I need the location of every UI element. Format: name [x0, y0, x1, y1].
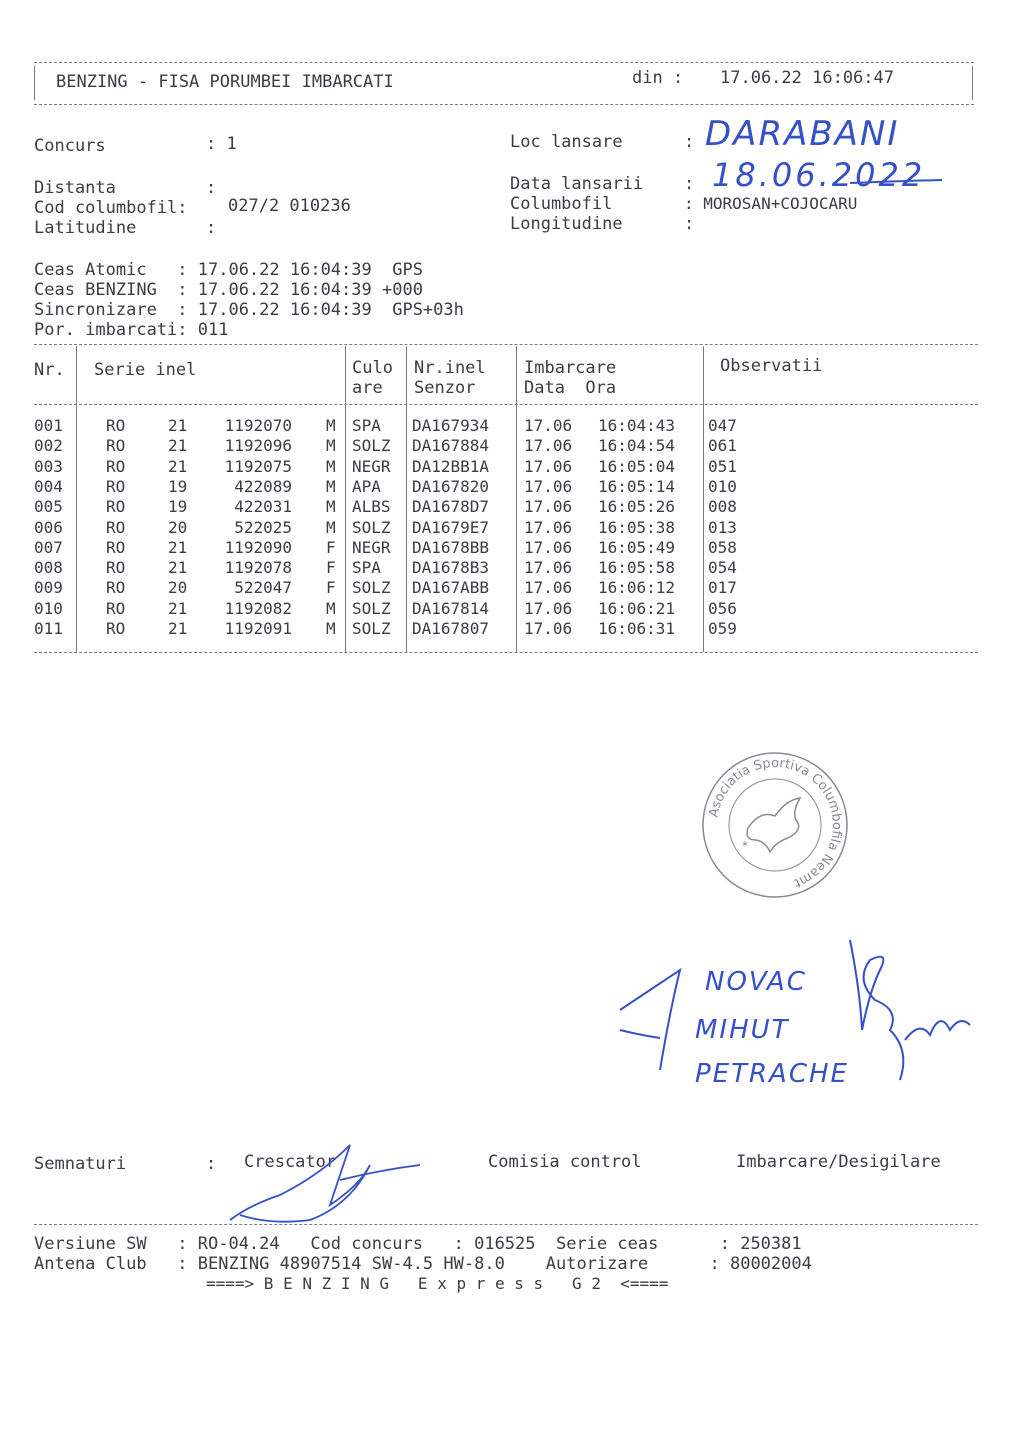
cell-sex: M — [326, 416, 336, 435]
cell-data: 17.06 — [524, 497, 573, 517]
cell-senzor: DA167884 — [412, 436, 490, 456]
header-imbarcare: Imbarcare — [524, 358, 617, 378]
footer-brand-line: ====> B E N Z I N G E x p r e s s G 2 <==== — [206, 1274, 669, 1293]
cell-ora: 16:05:26 — [598, 497, 676, 517]
data-lansarii-label: Data lansarii — [510, 174, 644, 194]
table-header-border — [34, 404, 978, 405]
ceas-atomic: Ceas Atomic : 17.06.22 16:04:39 GPS — [34, 260, 423, 280]
sincronizare: Sincronizare : 17.06.22 16:04:39 GPS+03h — [34, 300, 464, 320]
cell-tara: RO — [106, 476, 126, 496]
header-dataora: Data Ora — [524, 378, 617, 398]
table-row — [34, 457, 974, 477]
semnaturi-label: Semnaturi — [34, 1154, 127, 1174]
cell-inel: 1192078 — [224, 558, 292, 578]
cell-sex: M — [326, 456, 336, 476]
cell-culoare: APA — [352, 476, 381, 496]
cell-senzor: DA167934 — [412, 416, 490, 435]
cell-an: 21 — [168, 416, 188, 435]
cell-tara: RO — [106, 497, 126, 517]
loc-label: Loc lansare — [510, 132, 623, 152]
cell-an: 21 — [168, 436, 188, 456]
cell-ora: 16:05:49 — [598, 537, 676, 557]
columbofil-label: Columbofil — [510, 194, 613, 214]
cell-obs: 051 — [708, 456, 737, 476]
cell-data: 17.06 — [524, 476, 573, 496]
date-label: din : — [632, 68, 684, 88]
distanta-label: Distanta — [34, 178, 116, 198]
cell-tara: RO — [106, 416, 126, 435]
cell-obs: 010 — [708, 476, 737, 496]
cell-culoare: SOLZ — [352, 598, 391, 618]
table-row — [34, 558, 974, 578]
cell-obs: 061 — [708, 436, 737, 456]
association-stamp — [700, 750, 850, 900]
cell-nr: 010 — [34, 598, 63, 618]
cell-tara: RO — [106, 537, 126, 557]
cell-an: 21 — [168, 558, 188, 578]
cell-nr: 009 — [34, 578, 63, 598]
cell-obs: 054 — [708, 558, 737, 578]
cell-obs: 017 — [708, 578, 737, 598]
cell-inel: 1192091 — [224, 619, 292, 638]
cell-tara: RO — [106, 456, 126, 476]
cell-ora: 16:06:21 — [598, 598, 676, 618]
cell-obs: 059 — [708, 619, 737, 638]
cell-sex: M — [326, 619, 336, 638]
latitudine-label: Latitudine — [34, 218, 137, 238]
cell-culoare: SPA — [352, 558, 381, 578]
cell-tara: RO — [106, 598, 126, 618]
columbofil-value: : MOROSAN+COJOCARU — [684, 194, 858, 213]
cell-inel: 1192096 — [224, 436, 292, 456]
imbarcare-desigilare-label: Imbarcare/Desigilare — [736, 1152, 941, 1172]
cell-an: 19 — [168, 476, 188, 496]
cell-senzor: DA1679E7 — [412, 517, 490, 537]
cell-data: 17.06 — [524, 517, 573, 537]
header-culo: Culo — [352, 358, 393, 378]
cell-obs: 008 — [708, 497, 737, 517]
cell-nr: 005 — [34, 497, 63, 517]
cell-nr: 004 — [34, 476, 63, 496]
cod-columbofil-value: 027/2 010236 — [228, 196, 351, 216]
cell-sex: M — [326, 598, 336, 618]
cell-senzor: DA167ABB — [412, 578, 490, 598]
cell-an: 20 — [168, 578, 188, 598]
cell-obs: 047 — [708, 416, 737, 435]
semnaturi-colon: : — [206, 1154, 217, 1174]
cell-ora: 16:04:43 — [598, 416, 676, 435]
cell-data: 17.06 — [524, 537, 573, 557]
crescator-label: Crescator — [244, 1152, 337, 1172]
cod-columbofil-label: Cod columbofil: — [34, 198, 188, 218]
cell-ora: 16:06:31 — [598, 619, 676, 638]
cell-an: 21 — [168, 537, 188, 557]
cell-data: 17.06 — [524, 456, 573, 476]
cell-inel: 1192070 — [224, 416, 292, 435]
cell-tara: RO — [106, 619, 126, 638]
cell-obs: 056 — [708, 598, 737, 618]
cell-nr: 001 — [34, 416, 63, 435]
cell-inel: 522047 — [234, 578, 292, 598]
loc-value-handwritten: DARABANI — [705, 114, 900, 154]
header-nr: Nr. — [34, 360, 65, 380]
cell-tara: RO — [106, 578, 126, 598]
table-row — [34, 436, 974, 456]
cell-inel: 1192075 — [224, 456, 292, 476]
cell-senzor: DA167807 — [412, 619, 490, 638]
cell-ora: 16:06:12 — [598, 578, 676, 598]
document-title: BENZING - FISA PORUMBEI IMBARCATI — [56, 72, 394, 92]
cell-senzor: DA1678B3 — [412, 558, 490, 578]
footer-antena-line: Antena Club : BENZING 48907514 SW-4.5 HW-8.0 Autorizare : 80002004 — [34, 1254, 812, 1274]
table-row — [34, 497, 974, 517]
cell-obs: 013 — [708, 517, 737, 537]
cell-data: 17.06 — [524, 598, 573, 618]
svg-text:MIHUT: MIHUT — [695, 1015, 790, 1045]
table-row — [34, 619, 974, 639]
footer-version-line: Versiune SW : RO-04.24 Cod concurs : 016525 Serie ceas : 250381 — [34, 1234, 802, 1254]
cell-sex: F — [326, 537, 336, 557]
cell-ora: 16:05:14 — [598, 476, 676, 496]
cell-an: 21 — [168, 619, 188, 638]
svg-text:Asociatia Sportiva Columbofila: Asociatia Sportiva Columbofila Neamt — [706, 755, 845, 891]
cell-culoare: SOLZ — [352, 436, 391, 456]
cell-culoare: SPA — [352, 416, 381, 435]
cell-data: 17.06 — [524, 416, 573, 435]
cell-senzor: DA1678BB — [412, 537, 490, 557]
data-lansarii-handwritten: 18.06.2022 — [712, 156, 926, 194]
print-date: 17.06.22 16:06:47 — [720, 68, 894, 88]
cell-inel: 522025 — [234, 517, 292, 537]
table-row — [34, 518, 974, 538]
cell-sex: M — [326, 497, 336, 517]
table-row — [34, 477, 974, 497]
cell-sex: M — [326, 436, 336, 456]
cell-data: 17.06 — [524, 578, 573, 598]
header-nrinel: Nr.inel — [414, 358, 486, 378]
cell-nr: 007 — [34, 537, 63, 557]
cell-inel: 1192090 — [224, 537, 292, 557]
cell-culoare: NEGR — [352, 537, 391, 557]
table-row — [34, 538, 974, 558]
cell-nr: 011 — [34, 619, 63, 638]
cell-data: 17.06 — [524, 619, 573, 638]
loc-colon: : — [684, 132, 695, 152]
cell-inel: 422031 — [234, 497, 292, 517]
header-are: are — [352, 378, 383, 398]
cell-sex: F — [326, 578, 336, 598]
cell-an: 21 — [168, 456, 188, 476]
cell-sex: F — [326, 558, 336, 578]
cell-ora: 16:05:38 — [598, 517, 676, 537]
svg-text:NOVAC: NOVAC — [705, 967, 807, 997]
cell-sex: M — [326, 517, 336, 537]
cell-nr: 003 — [34, 456, 63, 476]
cell-data: 17.06 — [524, 558, 573, 578]
concurs-label: Concurs — [34, 136, 106, 156]
svg-text:PETRACHE: PETRACHE — [695, 1059, 849, 1089]
cell-ora: 16:04:54 — [598, 436, 676, 456]
cell-tara: RO — [106, 436, 126, 456]
crescator-signature — [220, 1125, 440, 1235]
cell-inel: 422089 — [234, 476, 292, 496]
cell-nr: 006 — [34, 517, 63, 537]
cell-nr: 008 — [34, 558, 63, 578]
porumbei-imbarcati: Por. imbarcati: 011 — [34, 320, 229, 340]
table-row — [34, 578, 974, 598]
cell-culoare: SOLZ — [352, 517, 391, 537]
cell-culoare: SOLZ — [352, 578, 391, 598]
cell-tara: RO — [106, 558, 126, 578]
ceas-benzing: Ceas BENZING : 17.06.22 16:04:39 +000 — [34, 280, 423, 300]
cell-an: 20 — [168, 517, 188, 537]
table-bottom-border — [34, 652, 978, 653]
cell-nr: 002 — [34, 436, 63, 456]
cell-culoare: ALBS — [352, 497, 391, 517]
latitudine-value: : — [206, 218, 217, 238]
cell-tara: RO — [106, 517, 126, 537]
table-row — [34, 416, 974, 436]
table-row — [34, 599, 974, 619]
svg-text:*: * — [742, 839, 748, 853]
header-observatii: Observatii — [720, 356, 823, 376]
cell-culoare: NEGR — [352, 456, 391, 476]
header-senzor: Senzor — [414, 378, 476, 398]
cell-senzor: DA167814 — [412, 598, 490, 618]
commission-signature — [600, 930, 1000, 1100]
table-top-border — [34, 344, 978, 345]
header-serie: Serie inel — [94, 360, 197, 380]
longitudine-value: : — [684, 214, 695, 234]
cell-senzor: DA12BB1A — [412, 456, 490, 476]
data-lansarii-colon: : — [684, 174, 695, 194]
comisia-label: Comisia control — [488, 1152, 642, 1172]
cell-sex: M — [326, 476, 336, 496]
cell-senzor: DA1678D7 — [412, 497, 490, 517]
footer-top-border — [34, 1224, 978, 1225]
distanta-value: : — [206, 178, 217, 198]
cell-ora: 16:05:04 — [598, 456, 676, 476]
concurs-value: : 1 — [206, 134, 237, 154]
cell-an: 19 — [168, 497, 188, 517]
cell-senzor: DA167820 — [412, 476, 490, 496]
cell-an: 21 — [168, 598, 188, 618]
cell-data: 17.06 — [524, 436, 573, 456]
cell-inel: 1192082 — [224, 598, 292, 618]
cell-ora: 16:05:58 — [598, 558, 676, 578]
longitudine-label: Longitudine — [510, 214, 623, 234]
cell-culoare: SOLZ — [352, 619, 391, 638]
cell-obs: 058 — [708, 537, 737, 557]
